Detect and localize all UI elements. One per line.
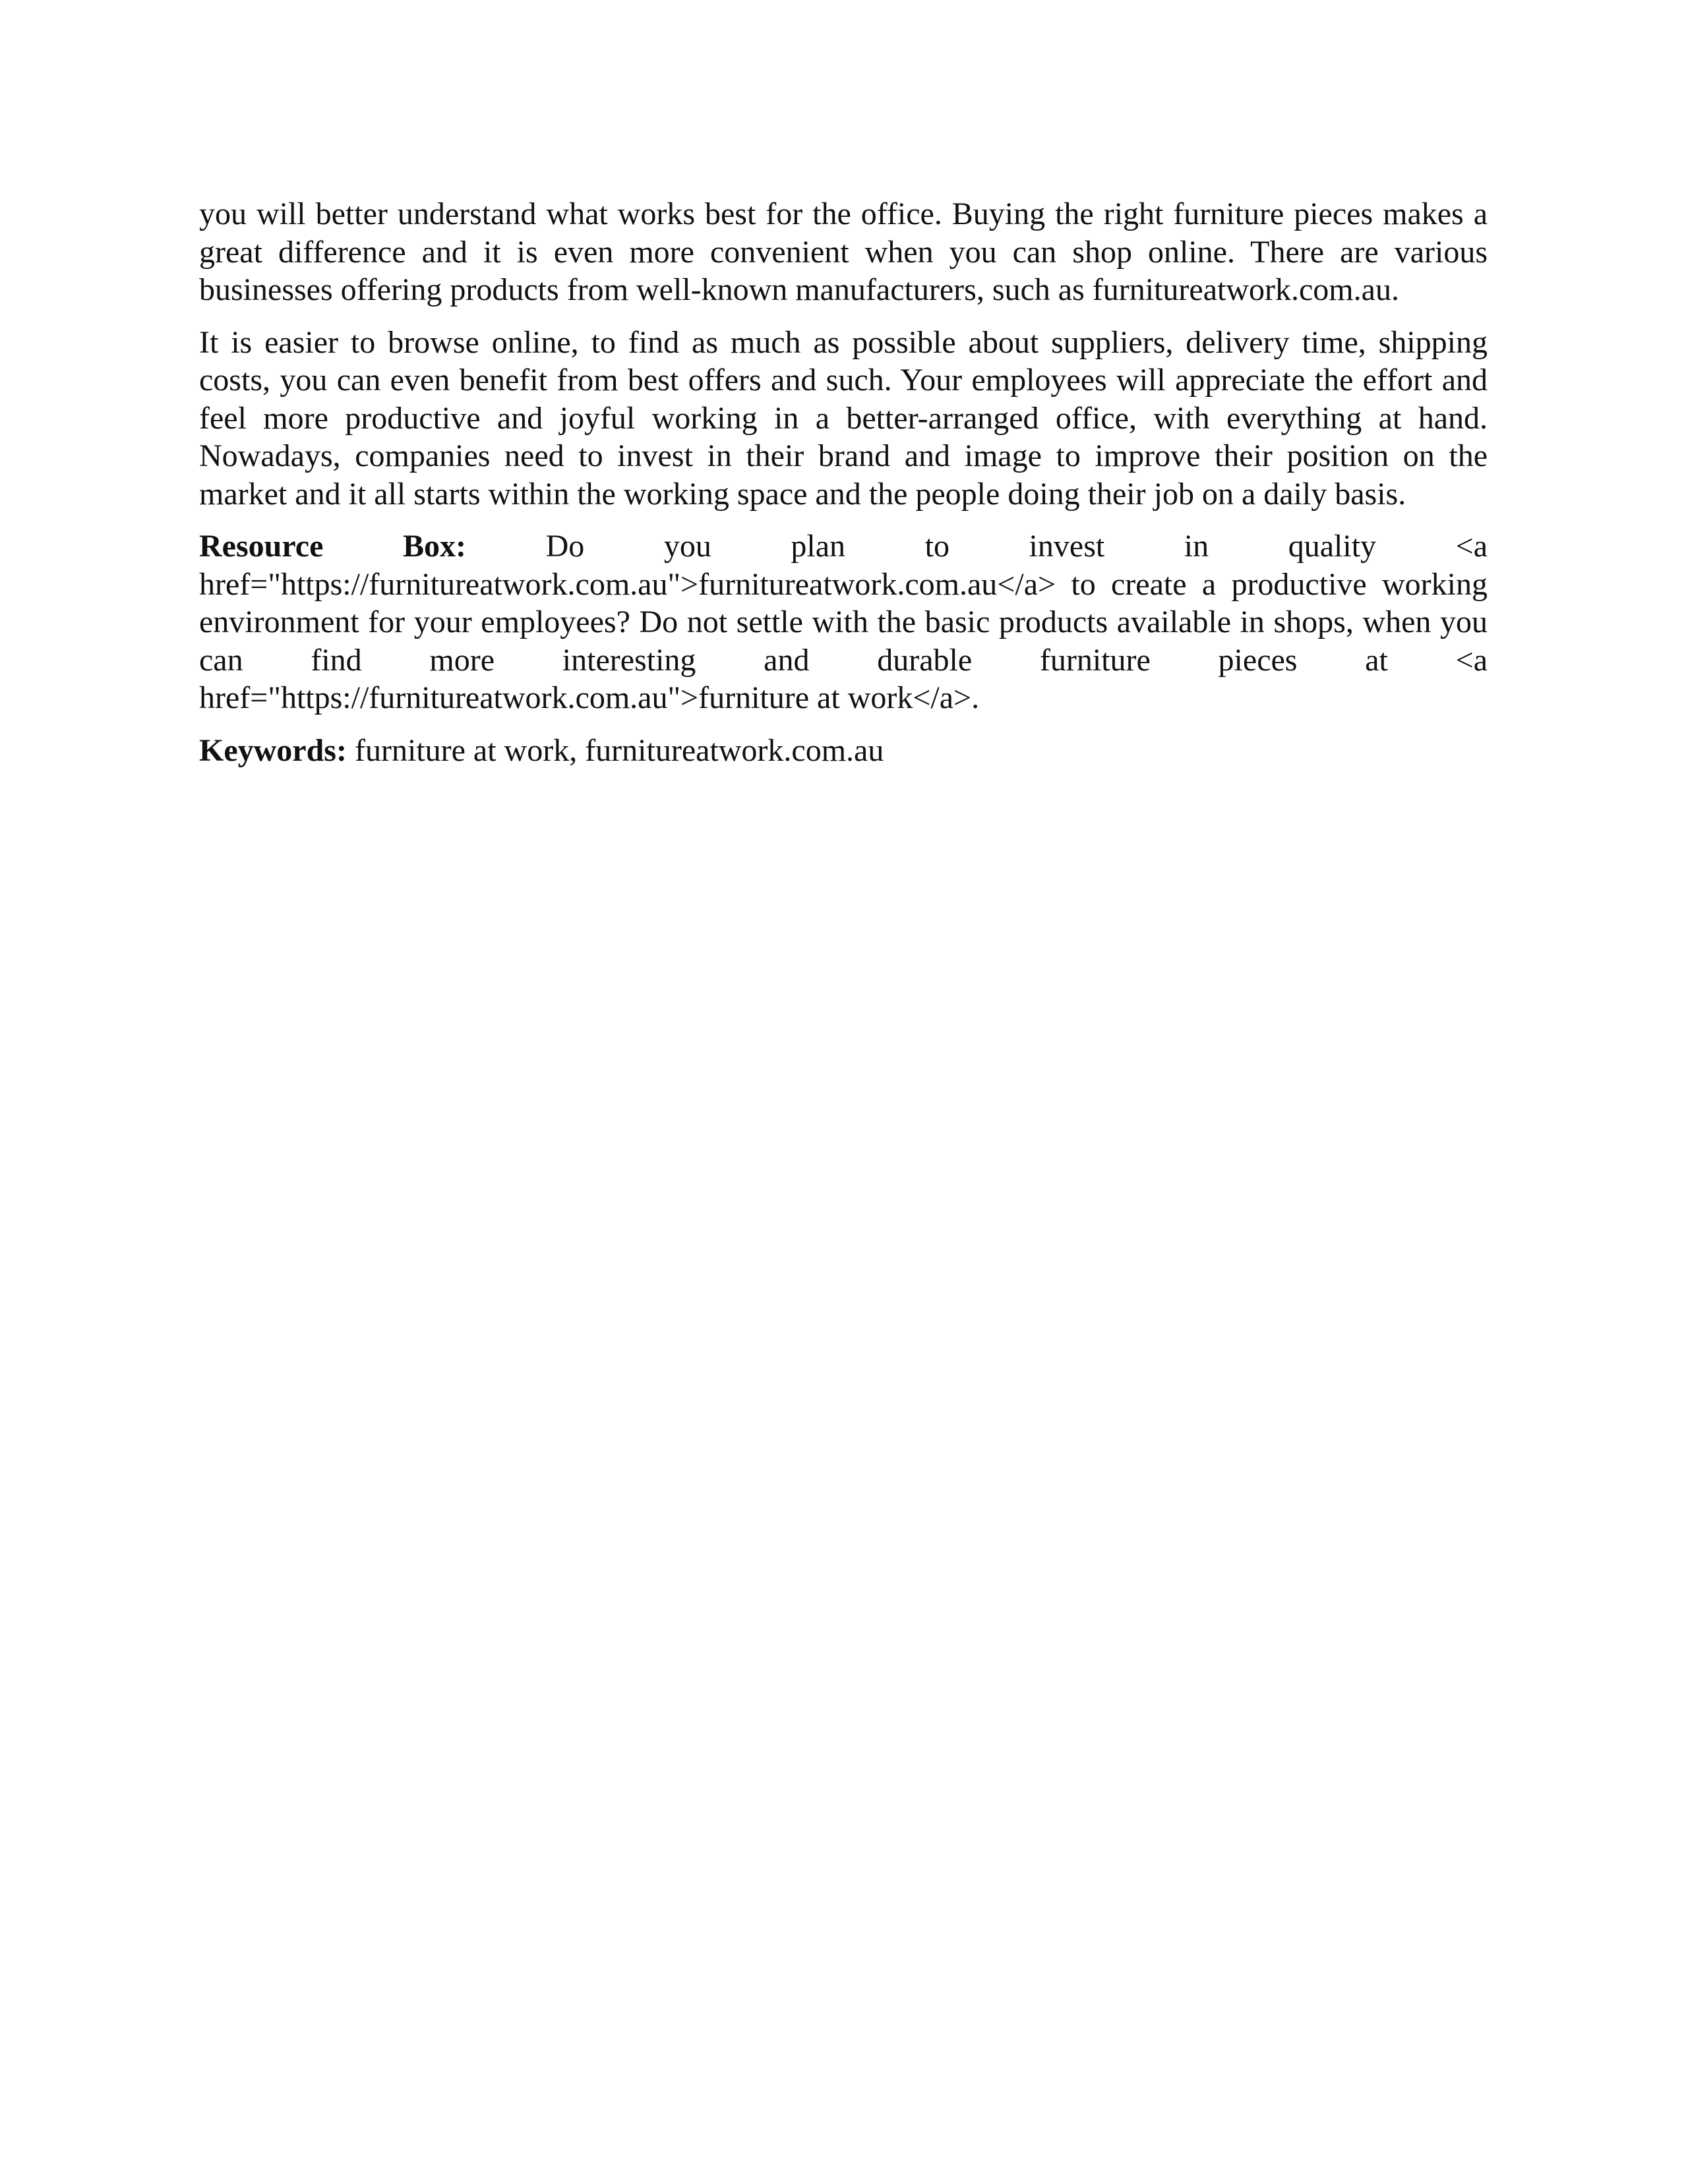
resource-box (199, 527, 1488, 717)
paragraph-text: you will better understand what works best for the office. Buying the right furniture pieces makes a great difference and it is even more convenient when you can shop online. There are various businesses offering products from well-known manufacturers, such as furnitureatwork.com.au. (199, 196, 1488, 307)
paragraph-shopping-online (199, 195, 1488, 309)
resource-box-text: Do you plan to invest in quality <a href="https://furnitureatwork.com.au">furnitureatwork.com.au</a> to create a productive working environment for your employees? Do not settle with the basic products available in shops, when you can find more interesting and durable furniture pieces at <a href="https://furnitureatwork.com.au">furniture at work</a>. (199, 529, 1488, 715)
paragraph-text: It is easier to browse online, to find as much as possible about suppliers, delivery time, shipping costs, you can even benefit from best offers and such. Your employees will appreciate the effort and feel more productive and joyful working in a better-arranged office, with everything at hand. Nowadays, companies need to invest in their brand and image to improve their position on the market and it all starts within the working space and the people doing their job on a daily basis. (199, 324, 1488, 512)
resource-box-label: Resource Box: (199, 529, 466, 564)
keywords (199, 732, 1488, 770)
keywords-label: Keywords: (199, 732, 347, 768)
paragraph-browse-online (199, 324, 1488, 514)
document-body (199, 195, 1488, 784)
keywords-text: furniture at work, furnitureatwork.com.au (346, 732, 884, 768)
